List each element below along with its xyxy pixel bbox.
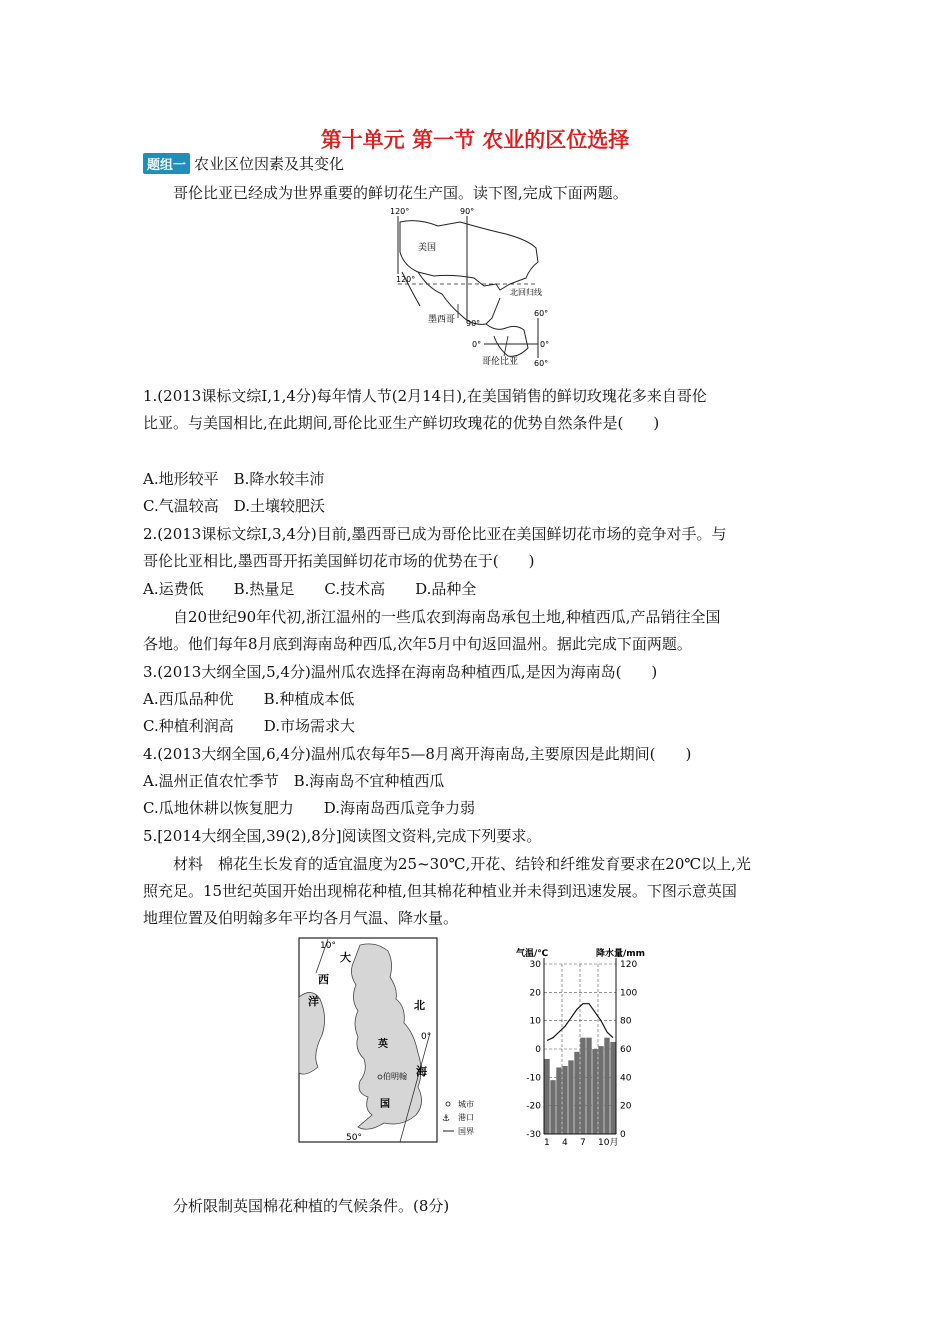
y-tick-label: 20 <box>529 988 541 999</box>
x-tick-label: 1 <box>544 1138 550 1148</box>
lon-90-bottom: 90° <box>466 319 481 328</box>
lon-90-top: 90° <box>460 208 475 216</box>
y-tick-label: -10 <box>526 1073 541 1084</box>
q2-line2: 哥伦比亚相比,墨西哥开拓美国鲜切花市场的优势在于( ) <box>143 552 535 570</box>
climate-chart <box>516 944 666 1150</box>
label-usa: 美国 <box>418 243 437 253</box>
precip-bar <box>610 1042 615 1134</box>
precip-bar <box>604 1038 609 1134</box>
q3-options-ab: A.西瓜品种优 B.种植成本低 <box>143 690 355 708</box>
y2-tick-label: 100 <box>620 988 638 999</box>
y2-tick-label: 80 <box>620 1016 632 1027</box>
question-group-badge: 题组一 <box>143 153 190 174</box>
right-tick-labels <box>620 960 637 1140</box>
q5-line1: 5.[2014大纲全国,39(2),8分]阅读图文资料,完成下列要求。 <box>143 827 542 845</box>
label-mexico: 墨西哥 <box>428 315 456 325</box>
q5-material-line2: 照充足。15世纪英国开始出现棉花种植,但其棉花种植业并未得到迅速发展。下图示意英国 <box>143 882 737 900</box>
q1-options-cd: C.气温较高 D.土壤较肥沃 <box>143 497 325 515</box>
q4-options-cd: C.瓜地休耕以恢复肥力 D.海南岛西瓜竞争力弱 <box>143 799 475 817</box>
q4-line1: 4.(2013大纲全国,6,4分)温州瓜农每年5—8月离开海南岛,主要原因是此期间( ) <box>143 745 692 763</box>
q5-material-line1: 材料 棉花生长发育的适宜温度为25~30℃,开花、结铃和纤维发育要求在20℃以上,光 <box>173 855 751 873</box>
legend-city-marker <box>446 1102 450 1106</box>
ocean-xi: 西 <box>318 973 329 986</box>
lat-50: 50° <box>346 1133 362 1143</box>
y2-tick-label: 40 <box>620 1073 632 1084</box>
q4-options-ab: A.温州正值农忙季节 B.海南岛不宜种植西瓜 <box>143 772 445 790</box>
intro-paragraph-2-line2: 各地。他们每年8月底到海南岛种西瓜,次年5月中旬返回温州。据此完成下面两题。 <box>143 635 692 653</box>
y-tick-label: 0 <box>535 1045 541 1055</box>
x-tick-label: 7 <box>580 1138 586 1148</box>
q1-options-ab: A.地形较平 B.降水较丰沛 <box>143 470 325 488</box>
precip-bar <box>550 1080 555 1134</box>
y2-tick-label: 0 <box>620 1130 626 1140</box>
precip-bar <box>598 1046 603 1134</box>
question-group-header <box>143 153 344 173</box>
precip-bar <box>574 1052 579 1134</box>
x-tick-label: 4 <box>562 1138 568 1148</box>
x-tick-label: 10月 <box>598 1138 619 1148</box>
label-tropic: 北回归线 <box>510 288 542 297</box>
lat-0-right: 0° <box>540 340 550 349</box>
y-tick-label: 30 <box>529 960 541 970</box>
q2-line1: 2.(2013课标文综Ⅰ,3,4分)目前,墨西哥已成为哥伦比亚在美国鲜切花市场的竞争对手。与 <box>143 525 727 543</box>
legend-border-label: 国界 <box>458 1127 474 1136</box>
uk-map <box>298 937 488 1147</box>
q2-options: A.运费低 B.热量足 C.技术高 D.品种全 <box>143 580 477 598</box>
q3-line1: 3.(2013大纲全国,5,4分)温州瓜农选择在海南岛种植西瓜,是因为海南岛( ) <box>143 663 658 681</box>
city-birmingham: 伯明翰 <box>383 1072 407 1081</box>
lon-0: 0° <box>421 1032 432 1042</box>
country-guo: 国 <box>380 1099 390 1110</box>
y-tick-label: -30 <box>526 1130 541 1140</box>
sea-hai: 海 <box>416 1065 427 1078</box>
intro-paragraph-1: 哥伦比亚已经成为世界重要的鲜切花生产国。读下图,完成下面两题。 <box>173 184 628 202</box>
q5-material-line3: 地理位置及伯明翰多年平均各月气温、降水量。 <box>143 909 459 927</box>
legend-port-icon: ⚓ <box>442 1114 451 1124</box>
y-axis-label: 气温/℃ <box>516 949 549 959</box>
question-group-topic: 农业区位因素及其变化 <box>194 154 345 173</box>
q1-line2: 比亚。与美国相比,在此期间,哥伦比亚生产鲜切玫瑰花的优势自然条件是( ) <box>143 414 660 432</box>
y-tick-label: -20 <box>526 1101 541 1112</box>
label-colombia: 哥伦比亚 <box>482 357 519 367</box>
x-tick-labels <box>544 1137 618 1148</box>
precip-bar <box>568 1060 573 1134</box>
q3-options-cd: C.种植利润高 D.市场需求大 <box>143 717 355 735</box>
lon-60-right: 60° <box>534 309 549 318</box>
q1-line1: 1.(2013课标文综Ⅰ,1,4分)每年情人节(2月14日),在美国销售的鲜切玫瑰花多来自哥伦 <box>143 387 707 405</box>
precip-bar <box>562 1066 567 1134</box>
usa-outline <box>400 221 538 290</box>
legend-port-label: 港口 <box>458 1113 474 1122</box>
y-tick-label: 10 <box>529 1016 541 1027</box>
precip-bar <box>544 1059 549 1134</box>
y2-tick-label: 60 <box>620 1045 632 1055</box>
y2-axis-label: 降水量/mm <box>596 949 646 959</box>
legend-city-label: 城市 <box>458 1100 474 1109</box>
sea-bei: 北 <box>414 999 425 1012</box>
precip-bar <box>586 1038 591 1134</box>
country-ying: 英 <box>378 1039 388 1050</box>
y2-tick-label: 20 <box>620 1101 632 1112</box>
lat-0-left: 0° <box>472 340 482 349</box>
q5-task: 分析限制英国棉花种植的气候条件。(8分) <box>173 1197 450 1215</box>
precip-bar <box>556 1067 561 1134</box>
left-tick-labels <box>526 960 541 1140</box>
precip-bar <box>592 1049 597 1134</box>
ocean-da: 大 <box>340 951 351 964</box>
intro-paragraph-2-line1: 自20世纪90年代初,浙江温州的一些瓜农到海南岛承包土地,种植西瓜,产品销往全国 <box>173 608 721 626</box>
lon-120-top: 120° <box>390 208 410 216</box>
y2-tick-label: 120 <box>620 960 638 970</box>
ocean-yang: 洋 <box>308 995 319 1008</box>
page-title: 第十单元 第一节 农业的区位选择 <box>320 128 630 152</box>
lon-10: 10° <box>320 941 336 951</box>
lon-120-left: 120° <box>396 275 416 284</box>
precip-bar <box>580 1038 585 1134</box>
lon-60-bottom: 60° <box>534 359 549 368</box>
americas-map <box>388 208 558 368</box>
